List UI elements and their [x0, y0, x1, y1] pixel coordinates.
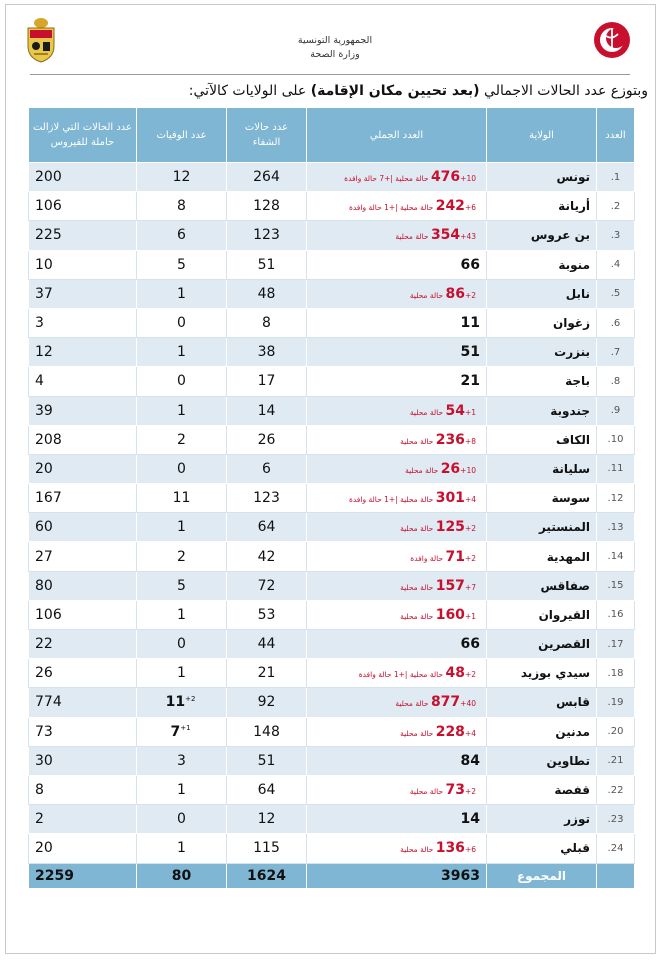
row-total: [307, 659, 487, 688]
row-active: 106: [29, 192, 137, 221]
row-total: [307, 425, 487, 454]
table-row: [29, 396, 635, 425]
row-deaths: [137, 338, 227, 367]
row-new-cases-note: +40 حالة محلية: [395, 699, 476, 709]
row-index: 13.: [597, 513, 635, 542]
document-header: [0, 14, 662, 74]
row-deaths: [137, 513, 227, 542]
row-deaths-value: 5: [177, 256, 186, 273]
row-index: 20.: [597, 717, 635, 746]
row-recovered: 123: [227, 484, 307, 513]
table-row: [29, 338, 635, 367]
row-total: [307, 279, 487, 308]
table-row: [29, 630, 635, 659]
table-row: [29, 279, 635, 308]
row-deaths-value: 1: [177, 840, 186, 857]
totals-row: [29, 863, 635, 888]
row-state-name: سليانة: [487, 454, 597, 483]
row-recovered: 53: [227, 600, 307, 629]
row-new-cases-note: +1 حالة محلية: [400, 611, 476, 621]
row-index: 4.: [597, 250, 635, 279]
row-total-value: 157: [435, 577, 465, 594]
table-row: [29, 571, 635, 600]
row-total-value: 26: [440, 460, 461, 477]
col-header-state: الولاية: [487, 108, 597, 163]
table-row: [29, 221, 635, 250]
row-index: 3.: [597, 221, 635, 250]
row-deaths-value: 1: [177, 606, 186, 623]
row-recovered: 115: [227, 834, 307, 863]
row-total-value: 476: [430, 169, 461, 186]
row-state-name: بن عروس: [487, 221, 597, 250]
row-deaths: [137, 834, 227, 863]
row-recovered: 64: [227, 513, 307, 542]
table-row: [29, 688, 635, 717]
row-index: 12.: [597, 484, 635, 513]
row-total: [307, 308, 487, 337]
row-total: [307, 717, 487, 746]
tunisia-coat-of-arms-icon: [24, 16, 58, 64]
row-deaths: [137, 659, 227, 688]
row-deaths-value: 2: [177, 548, 186, 565]
table-row: [29, 775, 635, 804]
totals-spacer: [597, 863, 635, 888]
ministry-name: وزارة الصحة: [310, 49, 360, 60]
row-state-name: المهدية: [487, 542, 597, 571]
row-active: 10: [29, 250, 137, 279]
row-deaths: [137, 775, 227, 804]
row-deaths-value: 6: [177, 227, 186, 244]
row-recovered: 44: [227, 630, 307, 659]
row-total-value: 54: [445, 402, 465, 419]
row-active: 774: [29, 688, 137, 717]
row-recovered: 123: [227, 221, 307, 250]
row-deaths-value: 2: [177, 431, 186, 448]
table-row: [29, 425, 635, 454]
row-state-name: مدنين: [487, 717, 597, 746]
table-row: [29, 659, 635, 688]
row-deaths-value: 1: [177, 519, 186, 536]
row-deaths: [137, 367, 227, 396]
row-deaths-value: 8: [177, 198, 186, 215]
totals-total: [307, 863, 487, 888]
row-active: 73: [29, 717, 137, 746]
row-state-name: القيروان: [487, 600, 597, 629]
table-row: [29, 454, 635, 483]
row-active: 200: [29, 163, 137, 192]
row-index: 2.: [597, 192, 635, 221]
row-total-value: 21: [460, 373, 480, 390]
row-index: 24.: [597, 834, 635, 863]
row-deaths-value: 1: [177, 402, 186, 419]
totals-deaths: 80: [137, 863, 227, 888]
row-state-name: بنزرت: [487, 338, 597, 367]
row-new-cases-note: +6 حالة محلية |+1 حالة وافدة: [348, 203, 476, 213]
row-recovered: 6: [227, 454, 307, 483]
row-active: 106: [29, 600, 137, 629]
row-index: 15.: [597, 571, 635, 600]
cases-by-state-table: [28, 107, 635, 889]
row-new-cases-note: +10 حالة محلية: [405, 465, 476, 475]
row-deaths: [137, 192, 227, 221]
republic-name: الجمهورية التونسية: [297, 35, 373, 46]
row-total: [307, 542, 487, 571]
row-recovered: 92: [227, 688, 307, 717]
row-total: [307, 600, 487, 629]
row-deaths-value: 0: [177, 373, 186, 390]
row-deaths-value: 11: [172, 490, 191, 507]
row-active: 26: [29, 659, 137, 688]
row-total: [307, 250, 487, 279]
row-index: 16.: [597, 600, 635, 629]
row-new-cases-note: +6 حالة محلية: [400, 845, 476, 855]
row-total-value: 236: [435, 431, 465, 448]
row-total: [307, 688, 487, 717]
row-state-name: أريانة: [487, 192, 597, 221]
row-recovered: 42: [227, 542, 307, 571]
row-total-value: 66: [460, 256, 480, 273]
row-index: 6.: [597, 308, 635, 337]
row-recovered: 38: [227, 338, 307, 367]
row-state-name: نابل: [487, 279, 597, 308]
row-total: [307, 367, 487, 396]
col-header-recovered: عدد حالات الشفاء: [227, 108, 307, 163]
row-total: [307, 513, 487, 542]
row-new-cases-note: +2 حالة محلية |+1 حالة وافدة: [358, 670, 476, 680]
row-deaths-increment: +1: [180, 724, 191, 732]
row-state-name: المنستير: [487, 513, 597, 542]
row-total: [307, 805, 487, 834]
header-divider: [30, 74, 630, 75]
row-index: 19.: [597, 688, 635, 717]
row-recovered: 12: [227, 805, 307, 834]
row-total: [307, 221, 487, 250]
table-body: [29, 163, 635, 864]
row-total: [307, 396, 487, 425]
table-row: [29, 542, 635, 571]
row-total: [307, 484, 487, 513]
row-total-value: 228: [435, 723, 465, 740]
row-state-name: الكاف: [487, 425, 597, 454]
row-index: 11.: [597, 454, 635, 483]
row-new-cases-note: +4 حالة محلية: [400, 728, 476, 738]
row-total: [307, 775, 487, 804]
row-active: 12: [29, 338, 137, 367]
row-total-value: 51: [460, 344, 480, 361]
row-total-value: 160: [435, 606, 465, 623]
row-deaths-value: 0: [177, 460, 186, 477]
row-state-name: جندوبة: [487, 396, 597, 425]
row-active: 27: [29, 542, 137, 571]
row-state-name: توزر: [487, 805, 597, 834]
row-deaths: [137, 542, 227, 571]
row-deaths-value: 12: [172, 169, 191, 186]
row-deaths-value: 3: [177, 752, 186, 769]
row-total: [307, 630, 487, 659]
totals-label: المجموع: [487, 863, 597, 888]
row-state-name: صفاقس: [487, 571, 597, 600]
row-new-cases-note: +10 حالة محلية |+7 حالة وافدة: [344, 174, 476, 184]
row-deaths-value: 0: [177, 636, 186, 653]
row-new-cases-note: +4 حالة محلية |+1 حالة وافدة: [348, 495, 476, 505]
table-row: [29, 717, 635, 746]
row-state-name: سوسة: [487, 484, 597, 513]
row-active: 167: [29, 484, 137, 513]
table-row: [29, 308, 635, 337]
row-active: 60: [29, 513, 137, 542]
table-row: [29, 513, 635, 542]
row-active: 39: [29, 396, 137, 425]
row-deaths: [137, 688, 227, 717]
row-total: [307, 338, 487, 367]
row-active: 37: [29, 279, 137, 308]
row-deaths: [137, 571, 227, 600]
row-total-value: 86: [445, 285, 465, 302]
row-active: 225: [29, 221, 137, 250]
row-new-cases-note: +2 حالة وافدة: [410, 553, 476, 563]
row-total-value: 877: [430, 694, 461, 711]
row-deaths: [137, 308, 227, 337]
row-index: 9.: [597, 396, 635, 425]
row-deaths: [137, 630, 227, 659]
row-active: 20: [29, 834, 137, 863]
row-deaths: [137, 805, 227, 834]
row-recovered: 26: [227, 425, 307, 454]
row-index: 21.: [597, 746, 635, 775]
row-active: 30: [29, 746, 137, 775]
row-state-name: قفصة: [487, 775, 597, 804]
row-new-cases-note: +2 حالة محلية: [409, 290, 476, 300]
row-index: 14.: [597, 542, 635, 571]
row-recovered: 17: [227, 367, 307, 396]
table-header-row: [29, 108, 635, 163]
row-total: [307, 192, 487, 221]
row-total-value: 14: [460, 811, 480, 828]
row-total-value: 48: [445, 665, 465, 682]
row-total-value: 84: [460, 752, 480, 769]
red-crescent-logo-icon: [592, 20, 632, 60]
row-state-name: سيدي بوزيد: [487, 659, 597, 688]
row-recovered: 51: [227, 250, 307, 279]
row-new-cases-note: +8 حالة محلية: [400, 436, 476, 446]
intro-after: على الولايات كالآتي:: [188, 83, 311, 99]
row-deaths: [137, 454, 227, 483]
row-recovered: 14: [227, 396, 307, 425]
row-recovered: 128: [227, 192, 307, 221]
col-header-deaths: عدد الوفيات: [137, 108, 227, 163]
row-deaths-increment: +2: [185, 694, 196, 703]
table-row: [29, 367, 635, 396]
row-active: 22: [29, 630, 137, 659]
row-total: [307, 454, 487, 483]
row-recovered: 64: [227, 775, 307, 804]
row-state-name: القصرين: [487, 630, 597, 659]
row-total-value: 136: [435, 840, 465, 857]
row-total-value: 125: [435, 519, 465, 536]
table-row: [29, 484, 635, 513]
row-total-value: 71: [445, 548, 465, 565]
row-state-name: زغوان: [487, 308, 597, 337]
table-row: [29, 746, 635, 775]
row-recovered: 8: [227, 308, 307, 337]
row-total-value: 301: [435, 490, 465, 507]
row-total: [307, 834, 487, 863]
row-total: [307, 571, 487, 600]
totals-total-value: 3963: [441, 867, 480, 884]
row-state-name: باجة: [487, 367, 597, 396]
row-total: [307, 163, 487, 192]
row-active: 4: [29, 367, 137, 396]
table-row: [29, 163, 635, 192]
row-index: 7.: [597, 338, 635, 367]
row-deaths: [137, 396, 227, 425]
row-total-value: 354: [430, 227, 461, 244]
row-deaths: [137, 250, 227, 279]
row-deaths: [137, 163, 227, 192]
row-total-value: 73: [445, 782, 465, 799]
row-index: 23.: [597, 805, 635, 834]
row-total-value: 66: [460, 636, 480, 653]
intro-before: وبتوزع عدد الحالات الاجمالي: [479, 83, 648, 99]
row-deaths-value: 1: [177, 285, 186, 302]
totals-recovered: 1624: [227, 863, 307, 888]
intro-bold: (بعد تحيين مكان الإقامة): [310, 83, 480, 99]
row-state-name: منوبة: [487, 250, 597, 279]
col-header-index: العدد: [597, 108, 635, 163]
row-active: 80: [29, 571, 137, 600]
row-index: 1.: [597, 163, 635, 192]
row-deaths: [137, 600, 227, 629]
row-index: 10.: [597, 425, 635, 454]
row-new-cases-note: +2 حالة محلية: [400, 524, 476, 534]
row-active: 20: [29, 454, 137, 483]
row-deaths-value: 11: [165, 694, 186, 711]
intro-sentence: [170, 83, 648, 99]
row-recovered: 148: [227, 717, 307, 746]
row-deaths: [137, 717, 227, 746]
row-total-value: 242: [435, 198, 465, 215]
row-index: 17.: [597, 630, 635, 659]
row-index: 18.: [597, 659, 635, 688]
col-header-total: العدد الجملي: [307, 108, 487, 163]
table-row: [29, 805, 635, 834]
table-row: [29, 192, 635, 221]
row-total: [307, 746, 487, 775]
row-deaths: [137, 279, 227, 308]
row-recovered: 51: [227, 746, 307, 775]
row-recovered: 264: [227, 163, 307, 192]
row-new-cases-note: +43 حالة محلية: [395, 232, 476, 242]
row-new-cases-note: +1 حالة محلية: [409, 407, 476, 417]
row-recovered: 48: [227, 279, 307, 308]
col-header-active: عدد الحالات التي لازالت حاملة للفيروس: [29, 108, 137, 163]
row-index: 5.: [597, 279, 635, 308]
row-deaths-value: 1: [177, 344, 186, 361]
totals-active: 2259: [29, 863, 137, 888]
row-deaths: [137, 425, 227, 454]
row-state-name: قبلي: [487, 834, 597, 863]
row-total-value: 11: [460, 315, 480, 332]
row-new-cases-note: +2 حالة محلية: [409, 787, 476, 797]
row-deaths-value: 5: [177, 577, 186, 594]
row-deaths: [137, 221, 227, 250]
table-row: [29, 250, 635, 279]
row-active: 3: [29, 308, 137, 337]
table-row: [29, 600, 635, 629]
row-deaths-value: 0: [177, 315, 186, 332]
row-active: 2: [29, 805, 137, 834]
row-index: 22.: [597, 775, 635, 804]
row-index: 8.: [597, 367, 635, 396]
row-active: 8: [29, 775, 137, 804]
row-recovered: 72: [227, 571, 307, 600]
row-deaths-value: 1: [177, 782, 186, 799]
row-deaths-value: 7: [170, 723, 181, 740]
row-active: 208: [29, 425, 137, 454]
table-row: [29, 834, 635, 863]
row-state-name: تطاوين: [487, 746, 597, 775]
row-deaths-value: 1: [177, 665, 186, 682]
row-deaths-value: 0: [177, 811, 186, 828]
row-state-name: قابس: [487, 688, 597, 717]
row-recovered: 21: [227, 659, 307, 688]
row-deaths: [137, 746, 227, 775]
row-deaths: [137, 484, 227, 513]
row-state-name: تونس: [487, 163, 597, 192]
row-new-cases-note: +7 حالة محلية: [400, 582, 476, 592]
